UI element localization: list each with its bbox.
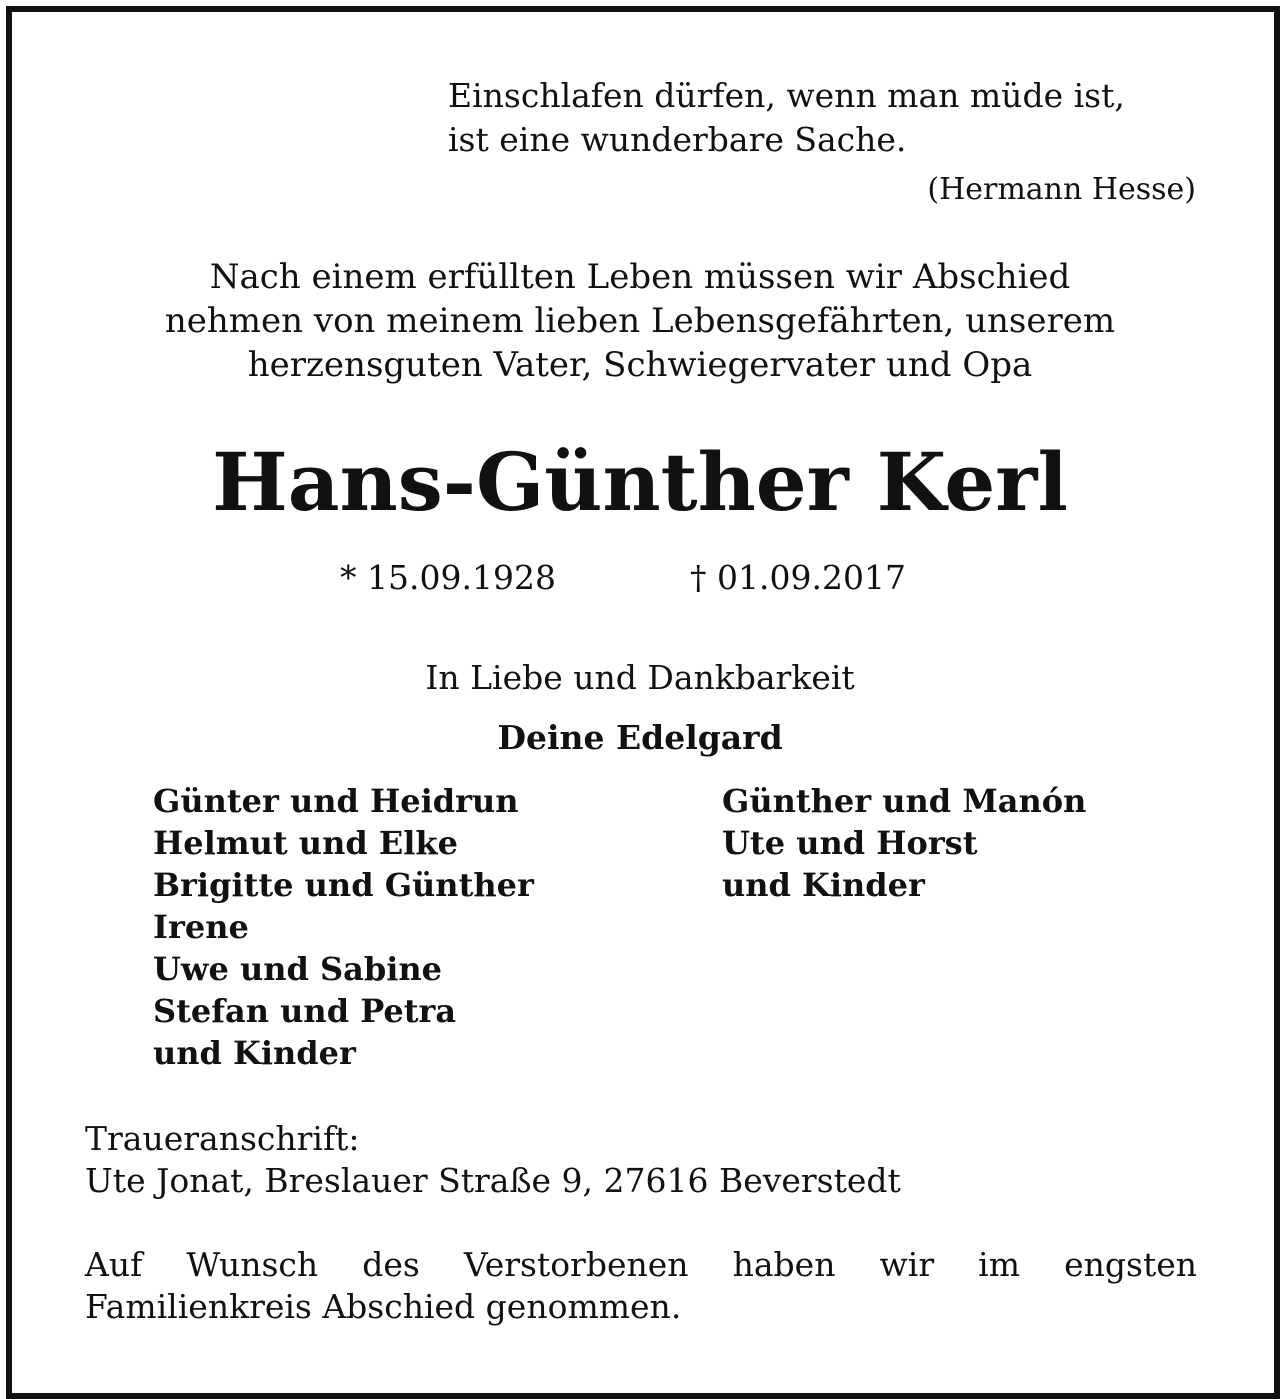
address-value: Ute Jonat, Breslauer Straße 9, 27616 Beverstedt — [85, 1161, 901, 1200]
motto-author: (Hermann Hesse) — [927, 172, 1196, 207]
deceased-name: Hans-Günther Kerl — [212, 435, 1068, 529]
family-entry: und Kinder — [153, 1034, 356, 1072]
intro-text — [0, 255, 1280, 387]
address-label: Traueranschrift: — [85, 1119, 360, 1158]
family-entry: Stefan und Petra — [153, 992, 457, 1030]
family-entry: Ute und Horst — [722, 824, 978, 862]
family-entry: Brigitte und Günther — [153, 866, 534, 904]
intro-line: Nach einem erfüllten Leben müssen wir Abschied — [209, 257, 1071, 297]
motto-line: Einschlafen dürfen, wenn man müde ist, — [448, 76, 1125, 115]
note-line: Auf Wunsch des Verstorbenen haben wir im engsten — [85, 1245, 1197, 1284]
closing-note — [85, 1244, 1197, 1328]
thanks-line: In Liebe und Dankbarkeit — [425, 658, 855, 697]
family-list-right — [722, 780, 1086, 906]
motto-line: ist eine wunderbare Sache. — [448, 120, 907, 159]
family-entry: Uwe und Sabine — [153, 950, 442, 988]
birth-date: * 15.09.1928 — [340, 558, 556, 597]
family-entry: Irene — [153, 908, 249, 946]
family-entry: und Kinder — [722, 866, 925, 904]
family-entry: Helmut und Elke — [153, 824, 458, 862]
family-entry: Günther und Manón — [722, 782, 1087, 820]
family-entry: Günter und Heidrun — [153, 782, 519, 820]
family-list-left — [153, 780, 534, 1074]
partner-name: Deine Edelgard — [497, 718, 783, 757]
note-line: Familienkreis Abschied genommen. — [85, 1287, 682, 1326]
mourning-address — [85, 1118, 901, 1202]
motto-quote — [448, 74, 1208, 162]
intro-line: nehmen von meinem lieben Lebensgefährten, unserem — [164, 301, 1116, 341]
intro-line: herzensguten Vater, Schwiegervater und Opa — [247, 345, 1033, 385]
death-date: † 01.09.2017 — [690, 558, 906, 597]
